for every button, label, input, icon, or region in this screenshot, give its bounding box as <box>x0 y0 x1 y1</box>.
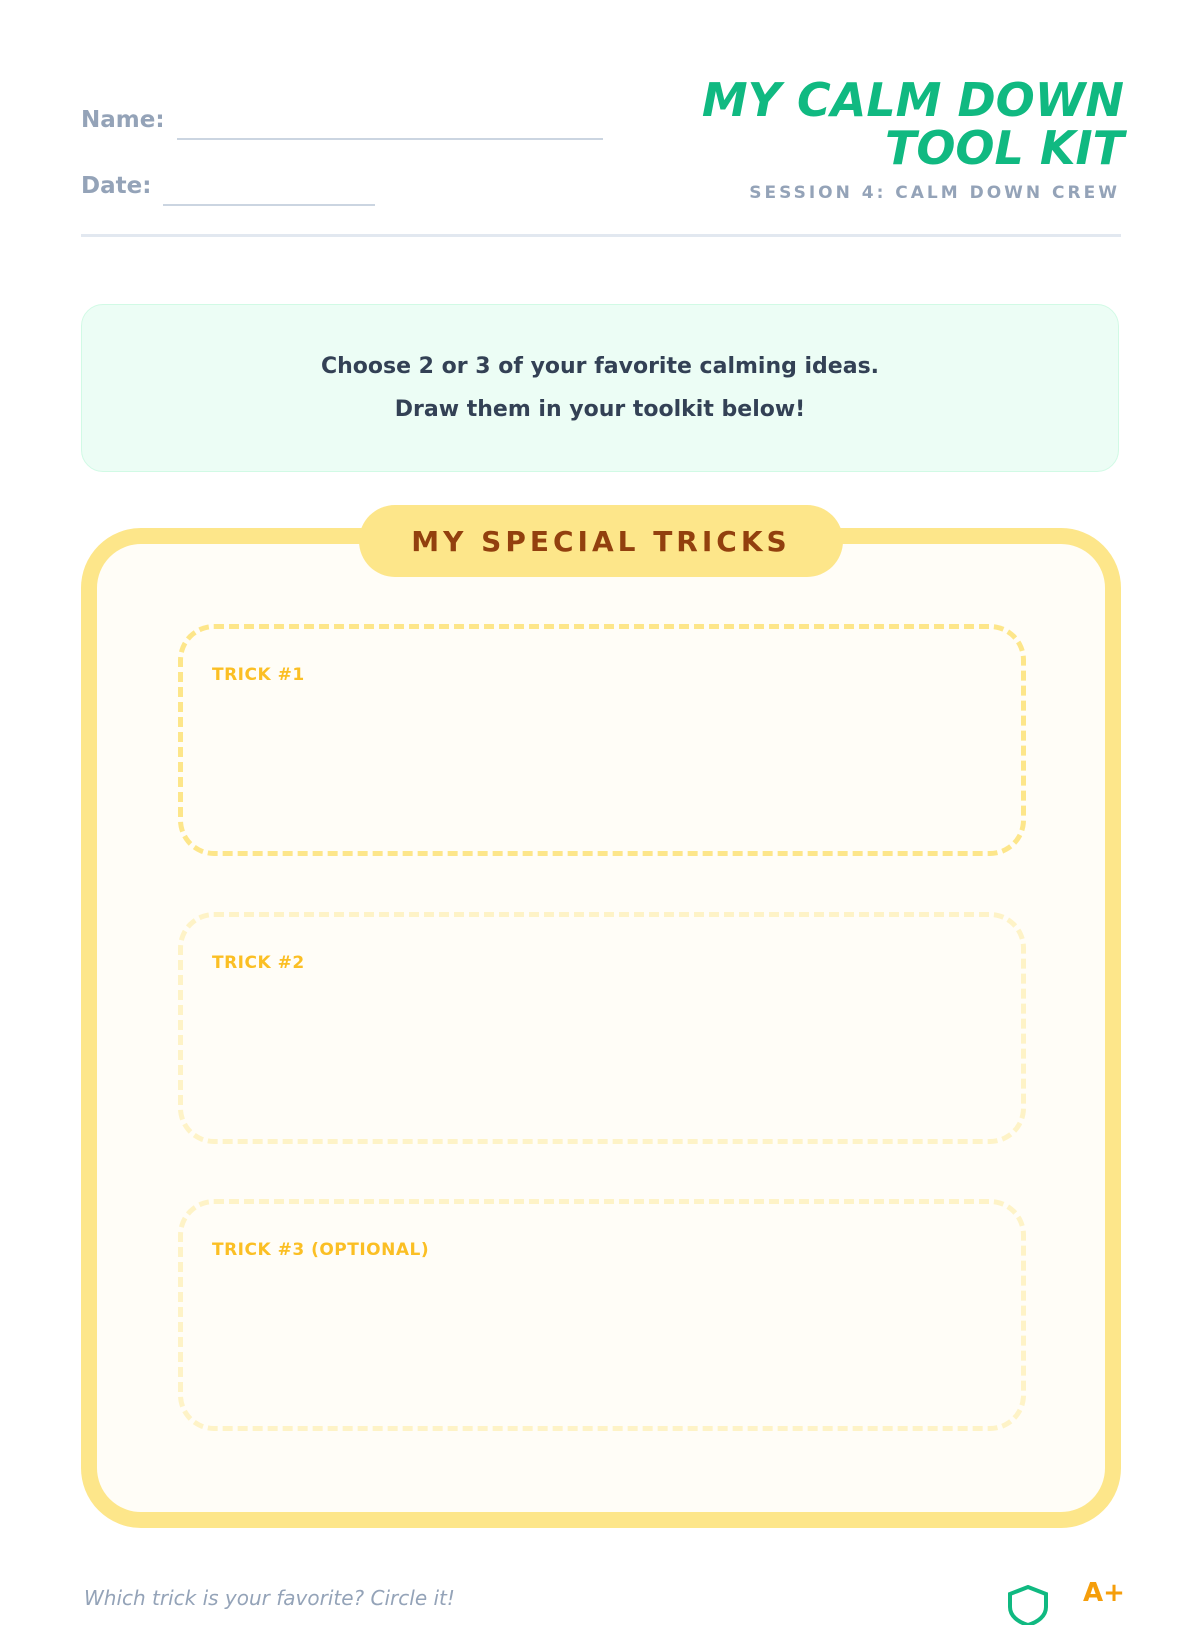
a-plus-icon: A+ <box>1083 1578 1125 1608</box>
footer-prompt: Which trick is your favorite? Circle it! <box>84 1586 455 1610</box>
toolkit-heading-tab <box>359 505 843 577</box>
date-label: Date: <box>81 173 152 199</box>
session-subtitle: SESSION 4: CALM DOWN CREW <box>749 183 1120 203</box>
name-input-line[interactable] <box>177 138 603 140</box>
trick-drawing-area-1[interactable] <box>178 624 1026 856</box>
header-divider <box>81 234 1121 237</box>
instructions-line-2: Draw them in your toolkit below! <box>394 397 806 422</box>
toolkit-heading: MY SPECIAL TRICKS <box>411 524 791 558</box>
instructions-line-1: Choose 2 or 3 of your favorite calming ideas. <box>320 354 880 379</box>
trick-drawing-area-2[interactable] <box>178 912 1026 1144</box>
name-field <box>81 106 603 134</box>
date-input-line[interactable] <box>163 204 375 206</box>
instructions-box <box>81 304 1119 472</box>
date-field <box>81 172 375 200</box>
trick-label-2: TRICK #2 <box>212 953 305 973</box>
name-label: Name: <box>81 107 165 133</box>
trick-drawing-area-3[interactable] <box>178 1199 1026 1431</box>
trick-label-1: TRICK #1 <box>212 665 305 685</box>
page-title-line1: MY CALM DOWN <box>701 73 1124 127</box>
shield-icon <box>1006 1585 1050 1625</box>
page-title-line2: TOOL KIT <box>884 121 1124 175</box>
title-block <box>604 73 1124 203</box>
trick-label-3: TRICK #3 (OPTIONAL) <box>212 1240 430 1260</box>
